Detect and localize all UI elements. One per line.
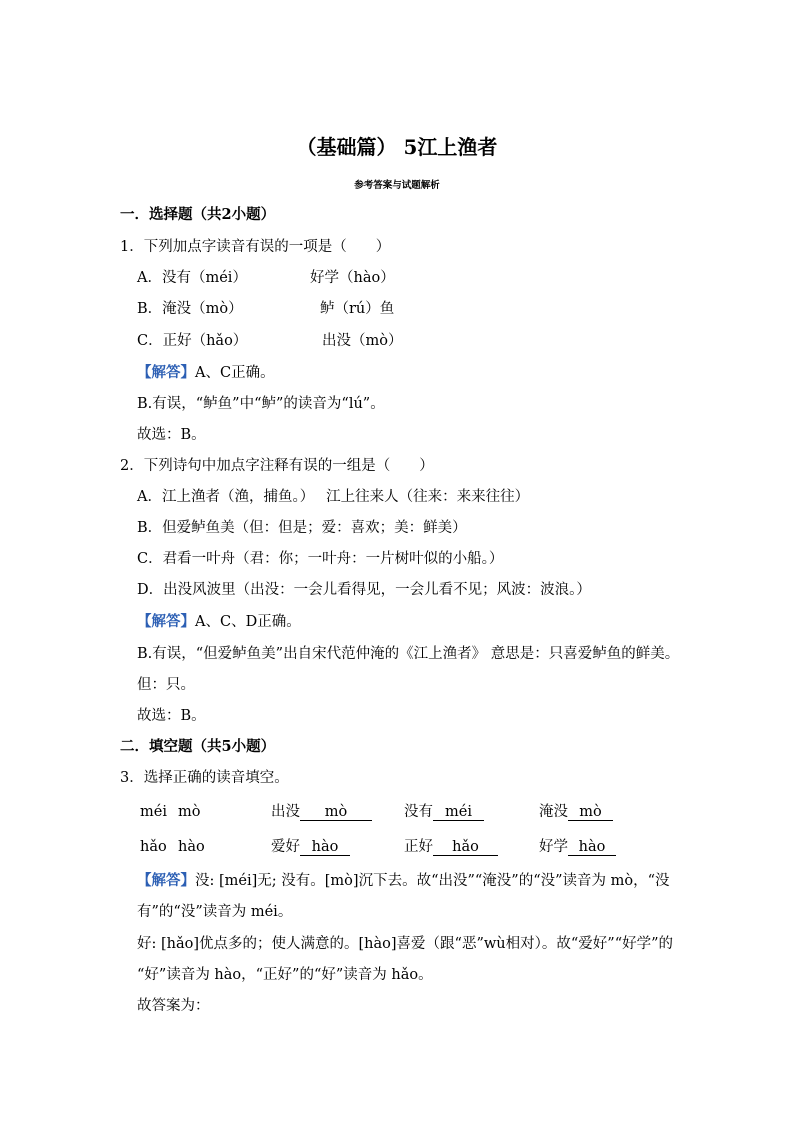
q2-choice: 故选：B。	[137, 708, 206, 724]
question-2-stem: 2．下列诗句中加点字注释有误的一组是（ ）	[120, 458, 434, 474]
q2-option-c: C．君看一叶舟（君：你；一叶舟：一片树叶似的小船。）	[137, 551, 504, 567]
q1-answer-text: A、C正确。	[195, 365, 275, 381]
question-1-stem: 1．下列加点字读音有误的一项是（ ）	[120, 239, 391, 255]
pinyin-option-3: hǎo	[140, 839, 167, 855]
word: 没有	[404, 804, 433, 820]
q2-explanation: B.有误，“但爱鲈鱼美”出自宋代范仲淹的《江上渔者》 意思是：只喜爱鲈鱼的鲜美。	[137, 646, 680, 662]
q2-answer-text: A、C、D正确。	[195, 614, 301, 630]
fill-item-6	[539, 838, 616, 856]
q2-answer	[137, 613, 301, 631]
question-3-stem: 3．选择正确的读音填空。	[120, 770, 289, 786]
page-title: （基础篇） 5江上渔者	[296, 135, 498, 159]
section-heading-fill: 二．填空题（共5小题）	[120, 738, 276, 755]
q1-option-c-part2: 出没（mò）	[322, 333, 403, 349]
q3-answer-line-3: 好: [hǎo]优点多的；使人满意的。[hào]喜爱（跟“恶”wù相对）。故“爱好”“好学”的	[137, 936, 674, 952]
q1-option-a-part1: A．没有（méi）	[137, 270, 247, 286]
answer-tag: 【解答】	[137, 613, 195, 630]
fill-item-3	[539, 803, 613, 821]
fill-item-2	[404, 803, 484, 821]
answer-tag: 【解答】	[137, 364, 195, 381]
q2-option-a: A．江上渔者（渔，捕鱼。） 江上往来人（往来：来来往往）	[137, 489, 530, 505]
fill-item-5	[404, 838, 498, 856]
q2-explanation-2: 但：只。	[137, 677, 195, 693]
pinyin-option-4: hào	[178, 839, 205, 855]
q1-option-b-part1: B．淹没（mò）	[137, 301, 243, 317]
word: 出没	[271, 804, 300, 820]
fill-item-1	[271, 803, 372, 821]
answer-blank: mò	[300, 804, 372, 821]
page-subtitle: 参考答案与试题解析	[354, 180, 440, 191]
section-heading-choice: 一．选择题（共2小题）	[120, 206, 276, 223]
answer-blank: hǎo	[433, 839, 498, 856]
q1-choice: 故选：B。	[137, 427, 206, 443]
q3-answer-text-1: 没: [méi]无; 没有。[mò]沉下去。故“出没”“淹没”的“没”读音为 mò，“没	[195, 873, 670, 889]
answer-tag: 【解答】	[137, 872, 195, 889]
q1-explanation: B.有误，“鲈鱼”中“鲈”的读音为“lú”。	[137, 396, 385, 412]
q3-answer-line-2: 有”的“没”读音为 méi。	[137, 904, 293, 920]
q3-answer-line-1	[137, 872, 670, 890]
word: 正好	[404, 839, 433, 855]
answer-blank: hào	[300, 839, 350, 856]
word: 爱好	[271, 839, 300, 855]
word: 好学	[539, 839, 568, 855]
pinyin-option-2: mò	[178, 804, 201, 820]
q2-option-d: D．出没风波里（出没：一会儿看得见，一会儿看不见；风波：波浪。）	[137, 582, 591, 598]
q1-answer	[137, 364, 275, 382]
q2-option-b: B．但爱鲈鱼美（但：但是；爱：喜欢；美：鲜美）	[137, 520, 467, 536]
answer-blank: méi	[433, 804, 484, 821]
answer-blank: hào	[568, 839, 616, 856]
q3-answer-line-4: “好”读音为 hào，“正好”的“好”读音为 hǎo。	[137, 967, 433, 983]
fill-item-4	[271, 838, 350, 856]
q3-final-answer: 故答案为：	[137, 998, 210, 1014]
word: 淹没	[539, 804, 568, 820]
q1-option-c-part1: C．正好（hǎo）	[137, 333, 248, 349]
q1-option-a-part2: 好学（hào）	[310, 270, 395, 286]
q1-option-b-part2: 鲈（rú）鱼	[320, 301, 395, 317]
answer-blank: mò	[568, 804, 613, 821]
pinyin-option-1: méi	[140, 804, 167, 820]
